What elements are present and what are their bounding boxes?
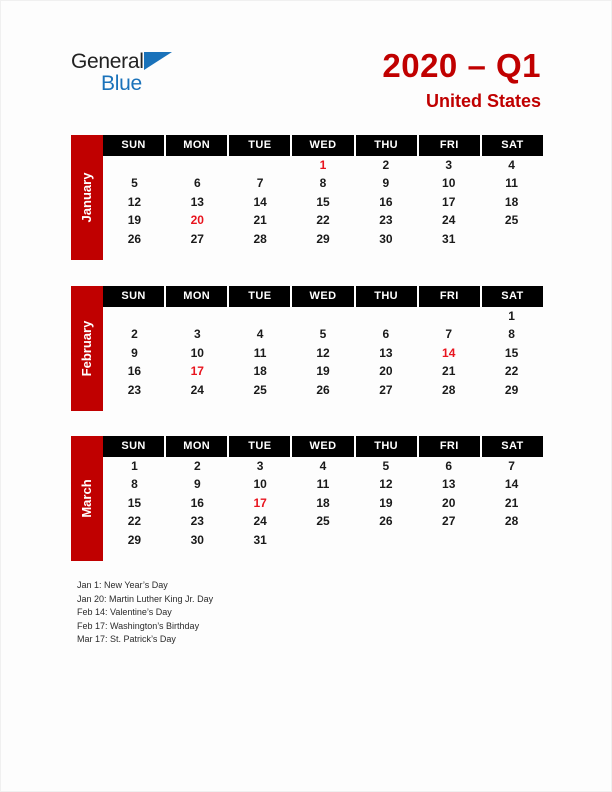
day-cell[interactable]: 29 [316,231,330,246]
day-cell[interactable]: 7 [256,176,264,191]
day-cell[interactable]: 2 [382,158,390,172]
day-cell-empty [354,307,417,325]
holiday-legend [77,579,497,647]
page-title: 2020 – Q1 [382,47,541,84]
weekday-header-row [103,436,543,457]
day-cell[interactable]: 4 [319,459,327,473]
week-row [103,211,543,229]
day-cell[interactable]: 4 [508,158,515,172]
day-cell[interactable]: 14 [504,477,519,492]
day-cell[interactable]: 15 [316,194,330,209]
weekday-header-mon: MON [166,436,229,457]
day-cell[interactable]: 3 [445,158,453,172]
triangle-flag-icon [144,52,172,70]
day-cell[interactable]: 20 [190,213,204,228]
day-cell[interactable]: 12 [379,477,393,492]
day-cell[interactable]: 23 [190,514,204,529]
weekday-header-sat: SAT [501,290,524,302]
day-cell[interactable]: 15 [504,345,519,360]
day-cell-empty [166,156,229,174]
month-tab-february [71,286,103,411]
day-cell[interactable]: 26 [316,382,330,397]
day-cell[interactable]: 6 [382,327,390,342]
holiday-item: Feb 14: Valentine’s Day [77,607,172,618]
day-cell[interactable]: 8 [131,477,138,492]
day-cell[interactable]: 16 [379,194,393,209]
weekday-header-mon: MON [166,135,229,156]
page-header [1,1,611,129]
weekday-header-sat: SAT [501,440,524,452]
day-cell[interactable]: 23 [379,213,393,228]
day-cell[interactable]: 17 [253,495,267,510]
day-cell[interactable]: 9 [193,477,201,492]
day-cell-empty [229,156,292,174]
day-cell[interactable]: 14 [253,194,267,209]
day-cell[interactable]: 7 [445,327,453,342]
day-cell[interactable]: 11 [316,477,330,492]
weekday-header-tue: TUE [229,436,292,457]
week-row [103,512,543,530]
day-cell[interactable]: 24 [190,382,204,397]
day-cell[interactable]: 22 [504,364,519,379]
day-cell[interactable]: 21 [504,495,519,510]
day-cell-empty [480,531,543,549]
day-cell-empty [292,531,355,549]
week-row [103,362,543,380]
day-cell[interactable]: 31 [442,231,456,246]
day-cell[interactable]: 5 [319,327,327,342]
day-cell[interactable]: 5 [382,459,390,473]
week-row [103,531,543,549]
day-cell[interactable]: 28 [504,514,519,529]
calendar-grid-march [103,436,543,549]
weekday-header-thu: THU [356,135,419,156]
day-cell[interactable]: 19 [379,495,393,510]
day-cell[interactable]: 14 [442,345,456,360]
day-cell[interactable]: 8 [319,176,327,191]
day-cell[interactable]: 27 [442,514,456,529]
brand-name-blue: Blue [101,72,142,95]
day-cell[interactable]: 15 [127,495,142,510]
day-cell[interactable]: 3 [256,459,264,473]
day-cell[interactable]: 22 [316,213,330,228]
day-cell[interactable]: 3 [193,327,201,342]
week-row [103,494,543,512]
weekday-header-fri: FRI [419,286,482,307]
month-label-february: February [79,320,94,377]
day-cell[interactable]: 9 [131,345,138,360]
holiday-item: Jan 20: Martin Luther King Jr. Day [77,593,214,604]
day-cell[interactable]: 10 [253,477,267,492]
page-subtitle: United States [425,91,541,111]
day-cell[interactable]: 30 [190,532,204,547]
weekday-header-tue: TUE [229,286,292,307]
weekday-header-row [103,135,543,156]
week-row [103,381,543,399]
weekday-header-sat: SAT [501,139,524,151]
day-cell[interactable]: 24 [442,213,456,228]
day-cell[interactable]: 27 [379,382,393,397]
day-cell[interactable]: 7 [508,459,515,473]
week-row [103,174,543,192]
day-cell[interactable]: 18 [504,194,519,209]
day-cell[interactable]: 6 [193,176,201,191]
weekday-header-fri: FRI [419,436,482,457]
day-cell[interactable]: 31 [253,532,267,547]
holiday-item: Mar 17: St. Patrick’s Day [77,634,176,645]
calendar-page [1,1,611,791]
day-cell-empty [166,307,229,325]
weekday-header-wed: WED [292,436,355,457]
weekday-header-wed: WED [292,135,355,156]
holiday-item: Jan 1: New Year’s Day [77,580,168,590]
day-cell[interactable]: 12 [127,194,142,209]
day-cell[interactable]: 26 [379,514,393,529]
day-cell[interactable]: 30 [379,231,393,246]
weekday-header-mon: MON [166,286,229,307]
day-cell-empty [417,531,480,549]
weekday-header-row [103,286,543,307]
day-cell-empty [354,531,417,549]
weekday-header-thu: THU [356,286,419,307]
day-cell[interactable]: 2 [193,459,201,473]
day-cell[interactable]: 27 [190,231,204,246]
day-cell-empty [103,307,166,325]
day-cell[interactable]: 13 [442,477,456,492]
day-cell[interactable]: 12 [316,345,330,360]
day-cell[interactable]: 1 [508,309,515,323]
week-row [103,156,543,174]
week-row [103,193,543,211]
day-cell[interactable]: 19 [316,364,330,379]
day-cell[interactable]: 26 [127,231,142,246]
month-tab-march [71,436,103,561]
day-cell[interactable]: 13 [190,194,204,209]
day-cell[interactable]: 4 [256,327,264,342]
weekday-header-fri: FRI [419,135,482,156]
weekday-header-sun: SUN [103,135,166,156]
day-cell[interactable]: 20 [379,364,393,379]
day-cell[interactable]: 25 [253,382,267,397]
day-cell-empty [292,307,355,325]
week-row [103,475,543,493]
day-cell[interactable]: 2 [131,327,138,342]
day-cell[interactable]: 24 [253,514,267,529]
title-block [382,47,541,113]
day-cell[interactable]: 29 [504,382,519,397]
day-cell[interactable]: 10 [190,345,204,360]
holiday-item: Feb 17: Washington’s Birthday [77,620,200,631]
day-cell-empty [229,307,292,325]
day-cell[interactable]: 22 [127,514,142,529]
day-cell[interactable]: 16 [190,495,204,510]
month-label-march: March [79,479,94,518]
calendar-grid-january [103,135,543,248]
day-cell[interactable]: 11 [505,176,518,191]
weekday-header-thu: THU [356,436,419,457]
day-cell-empty [480,230,543,248]
day-cell[interactable]: 25 [504,213,519,228]
week-row [103,325,543,343]
day-cell[interactable]: 17 [190,364,204,379]
week-row [103,307,543,325]
day-cell[interactable]: 5 [131,176,138,191]
day-cell-empty [103,156,166,174]
day-cell[interactable]: 21 [253,213,267,228]
weekday-header-tue: TUE [229,135,292,156]
day-cell[interactable]: 28 [442,382,456,397]
month-tab-january [71,135,103,260]
day-cell[interactable]: 10 [442,176,456,191]
day-cell[interactable]: 18 [253,364,267,379]
day-cell[interactable]: 23 [127,382,142,397]
day-cell[interactable]: 11 [253,345,267,360]
brand-logo [71,51,144,97]
day-cell[interactable]: 25 [316,514,330,529]
day-cell[interactable]: 1 [131,459,138,473]
day-cell[interactable]: 17 [442,194,456,209]
day-cell[interactable]: 19 [127,213,142,228]
day-cell[interactable]: 13 [379,345,393,360]
day-cell[interactable]: 16 [127,364,142,379]
day-cell[interactable]: 21 [442,364,456,379]
day-cell[interactable]: 29 [127,532,142,547]
calendar-grid-february [103,286,543,399]
day-cell[interactable]: 6 [445,459,453,473]
week-row [103,457,543,475]
week-row [103,344,543,362]
day-cell[interactable]: 1 [319,158,327,172]
day-cell[interactable]: 9 [382,176,390,191]
weekday-header-wed: WED [292,286,355,307]
day-cell[interactable]: 20 [442,495,456,510]
day-cell[interactable]: 28 [253,231,267,246]
weekday-header-sun: SUN [103,286,166,307]
day-cell[interactable]: 18 [316,495,330,510]
weekday-header-sun: SUN [103,436,166,457]
day-cell[interactable]: 8 [508,327,515,342]
brand-name-general: General [71,50,144,73]
day-cell-empty [417,307,480,325]
month-label-january: January [79,172,94,223]
week-row [103,230,543,248]
